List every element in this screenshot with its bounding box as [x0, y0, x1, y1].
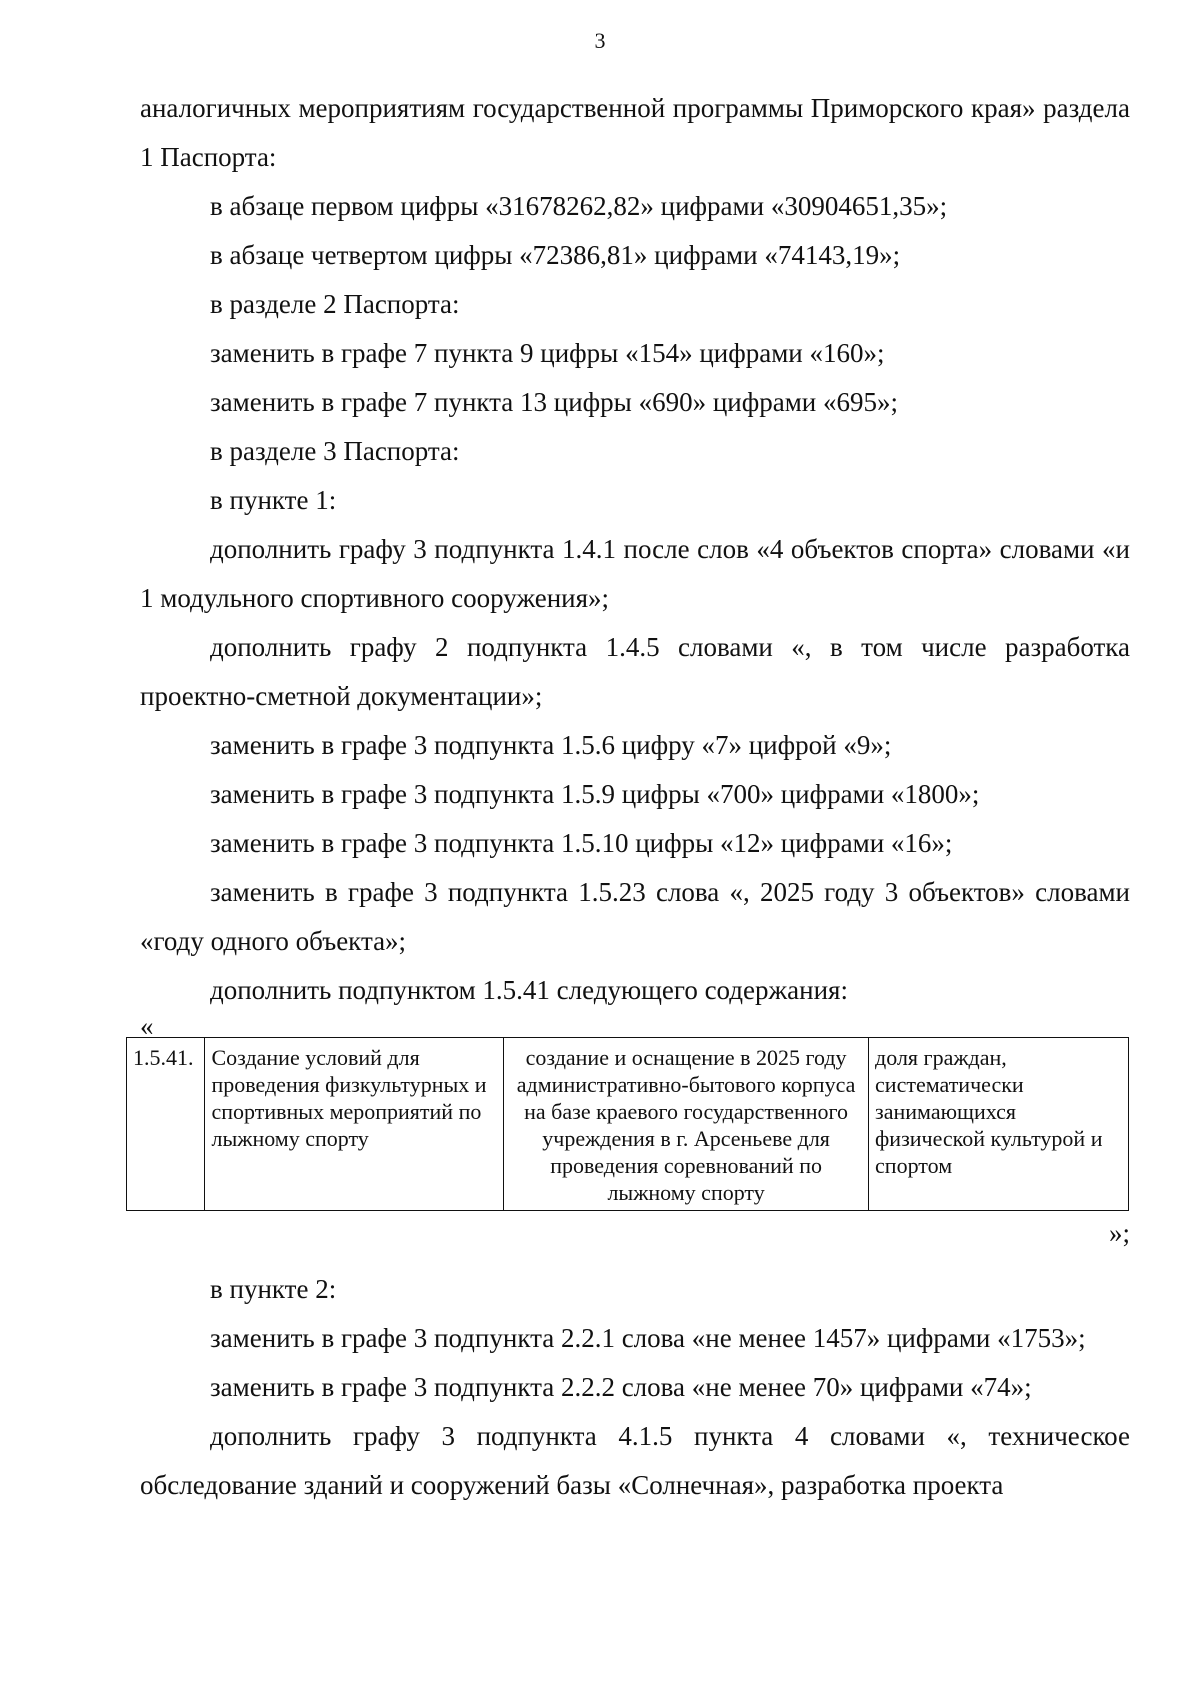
- close-quote: »;: [1108, 1218, 1130, 1248]
- paragraph: заменить в графе 7 пункта 9 цифры «154» цифрами «160»;: [210, 338, 885, 368]
- paragraph: заменить в графе 3 подпункта 1.5.23 слова «, 2025 году 3 объектов» словами «году одного объекта»;: [140, 877, 1130, 956]
- paragraph: в разделе 3 Паспорта:: [210, 436, 460, 466]
- document-body: [133, 84, 1130, 1510]
- table-row: [127, 1038, 1129, 1211]
- paragraph: заменить в графе 3 подпункта 1.5.9 цифры «700» цифрами «1800»;: [210, 779, 980, 809]
- paragraph: дополнить графу 3 подпункта 4.1.5 пункта 4 словами «, техническое обследование зданий и сооружений базы «Солнечная», разработка проекта: [140, 1421, 1130, 1500]
- open-quote: «: [140, 1011, 154, 1041]
- table-cell-number: 1.5.41.: [127, 1038, 205, 1211]
- paragraph: в пункте 1:: [210, 485, 337, 515]
- paragraph: дополнить графу 3 подпункта 1.4.1 после слов «4 объектов спорта» словами «и 1 модульного спортивного сооружения»;: [140, 534, 1130, 613]
- page-number: 3: [594, 28, 606, 53]
- table-cell-description: создание и оснащение в 2025 году административно-бытового корпуса на базе краевого государственного учреждения в г. Арсеньеве для проведения соревнований по лыжному спорту: [504, 1038, 869, 1211]
- paragraph: в абзаце первом цифры «31678262,82» цифрами «30904651,35»;: [210, 191, 948, 221]
- paragraph: в разделе 2 Паспорта:: [210, 289, 460, 319]
- paragraphs-top: [140, 84, 1130, 1015]
- table-cell-indicator: доля граждан, систематически занимающихся физической культурой и спортом: [869, 1038, 1129, 1211]
- paragraph: дополнить подпунктом 1.5.41 следующего содержания:: [210, 975, 848, 1005]
- subitem-table: [126, 1037, 1129, 1211]
- paragraph: заменить в графе 3 подпункта 2.2.2 слова «не менее 70» цифрами «74»;: [210, 1372, 1032, 1402]
- paragraph: в абзаце четвертом цифры «72386,81» цифрами «74143,19»;: [210, 240, 901, 270]
- paragraph: дополнить графу 2 подпункта 1.4.5 словами «, в том числе разработка проектно-сметной документации»;: [140, 632, 1130, 711]
- paragraph: в пункте 2:: [210, 1274, 337, 1304]
- table-cell-name: Создание условий для проведения физкультурных и спортивных мероприятий по лыжному спорту: [205, 1038, 504, 1211]
- paragraph: заменить в графе 3 подпункта 1.5.10 цифры «12» цифрами «16»;: [210, 828, 953, 858]
- paragraph: заменить в графе 3 подпункта 2.2.1 слова «не менее 1457» цифрами «1753»;: [210, 1323, 1086, 1353]
- paragraphs-bottom: [140, 1265, 1130, 1510]
- paragraph: аналогичных мероприятиям государственной программы Приморского края» раздела 1 Паспорта:: [140, 93, 1130, 172]
- paragraph: заменить в графе 7 пункта 13 цифры «690» цифрами «695»;: [210, 387, 898, 417]
- paragraph: заменить в графе 3 подпункта 1.5.6 цифру «7» цифрой «9»;: [210, 730, 892, 760]
